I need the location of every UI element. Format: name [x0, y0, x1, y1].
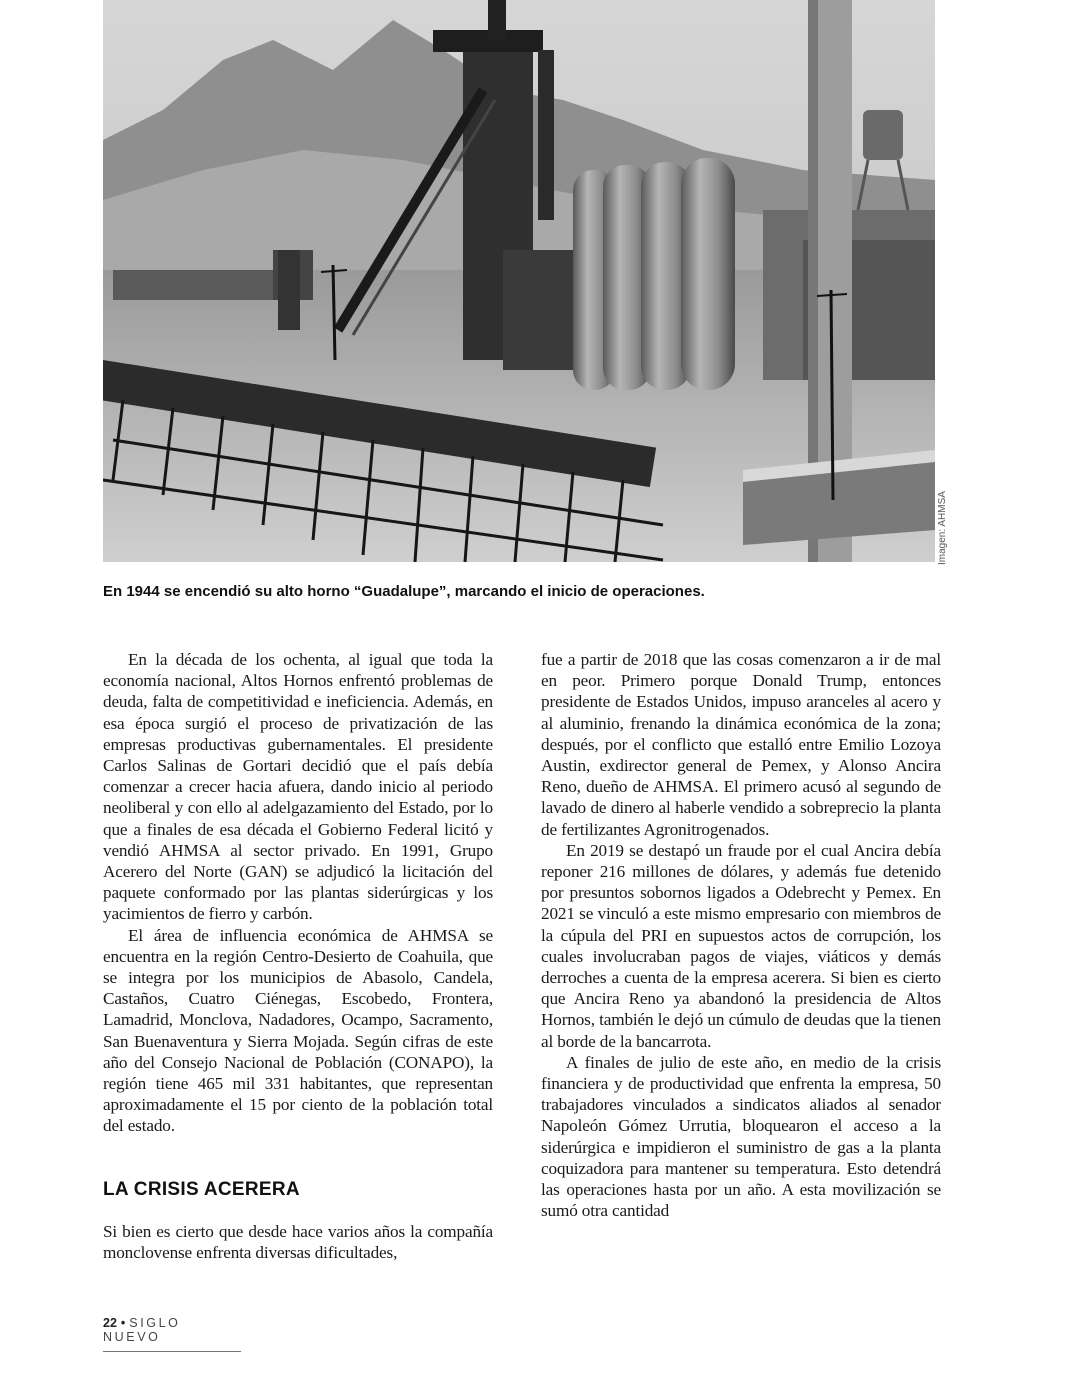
article-paragraph: Si bien es cierto que desde hace varios años la compañía monclovense enfrenta diversas dificultades, — [103, 1221, 493, 1263]
article-column-left — [103, 649, 493, 1263]
article-column-right — [541, 649, 941, 1221]
page-footer — [103, 1316, 241, 1352]
article-paragraph: En 2019 se destapó un fraude por el cual Ancira debía reponer 216 millones de dólares, y además fue detenido por presuntos sobornos ligados a Odebrecht y Pemex. En 2021 se vinculó a este mismo empresario con miembros de la cúpula del PRI en supuestos actos de corrupción, los cuales involucraban pagos de viajes, viáticos y demás derroches a cuenta de la empresa acerera. Si bien es cierto que Ancira Reno ya abandonó la presidencia de Altos Hornos, también le dejó un cúmulo de deudas que la tienen al borde de la bancarrota. — [541, 840, 941, 1051]
page-number: 22 — [103, 1316, 117, 1330]
footer-separator: • — [120, 1316, 126, 1330]
article-photo — [103, 0, 935, 562]
article-paragraph: En la década de los ochenta, al igual que toda la economía nacional, Altos Hornos enfrentó problemas de deuda, falta de competitividad e ineficiencia. Además, en esa época surgió el proceso de privatización de las empresas productivas gubernamentales. El presidente Carlos Salinas de Gortari decidió que el país debía comenzar a crecer hacia afuera, dando inicio al periodo neoliberal y con ello al adelgazamiento del Estado, por lo que a finales de esa década el Gobierno Federal licitó y vendió AHMSA al sector privado. En 1991, Grupo Acerero del Norte (GAN) se adjudicó la licitación del paquete conformado por las plantas siderúrgicas y los yacimientos de fierro y carbón. — [103, 650, 493, 924]
magazine-name: SIGLO NUEVO — [103, 1316, 181, 1344]
section-heading: LA CRISIS ACERERA — [103, 1178, 300, 1200]
article-paragraph: El área de influencia económica de AHMSA se encuentra en la región Centro-Desierto de Coahuila, que se integra por los municipios de Abasolo, Candela, Castaños, Cuatro Ciénegas, Escobedo, Frontera, Lamadrid, Monclova, Nadadores, Ocampo, Sacramento, San Buenaventura y Sierra Mojada. Según cifras de este año del Consejo Nacional de Población (CONAPO), la región tiene 465 mil 331 habitantes, que representan aproximadamente el 15 por ciento de la población total del estado. — [103, 925, 493, 1136]
article-paragraph: A finales de julio de este año, en medio de la crisis financiera y de productividad que enfrenta la empresa, 50 trabajadores vinculados a sindicatos aliados al senador Napoleón Gómez Urrutia, bloquearon el acceso a la siderúrgica e impidieron el suministro de gas a la planta coquizadora para mantener su temperatura. Esto detendrá las operaciones hasta por un año. A esta movilización se sumó otra cantidad — [541, 1052, 941, 1221]
photo-caption: En 1944 se encendió su alto horno “Guadalupe”, marcando el inicio de operaciones. — [103, 583, 705, 600]
steel-plant-illustration — [103, 0, 935, 562]
article-paragraph: fue a partir de 2018 que las cosas comenzaron a ir de mal en peor. Primero porque Donald Trump, entonces presidente de Estados Unidos, impuso aranceles al acero y al aluminio, frenando la dinámica económica de la zona; después, por el conflicto que estalló entre Emilio Lozoya Austin, exdirector general de Pemex, y Alonso Ancira Reno, dueño de AHMSA. El primero acusó al segundo de lavado de dinero al haberle vendido a sobreprecio la planta de fertilizantes Agronitrogenados. — [541, 650, 941, 839]
photo-credit: Imagen: AHMSA — [937, 491, 948, 565]
